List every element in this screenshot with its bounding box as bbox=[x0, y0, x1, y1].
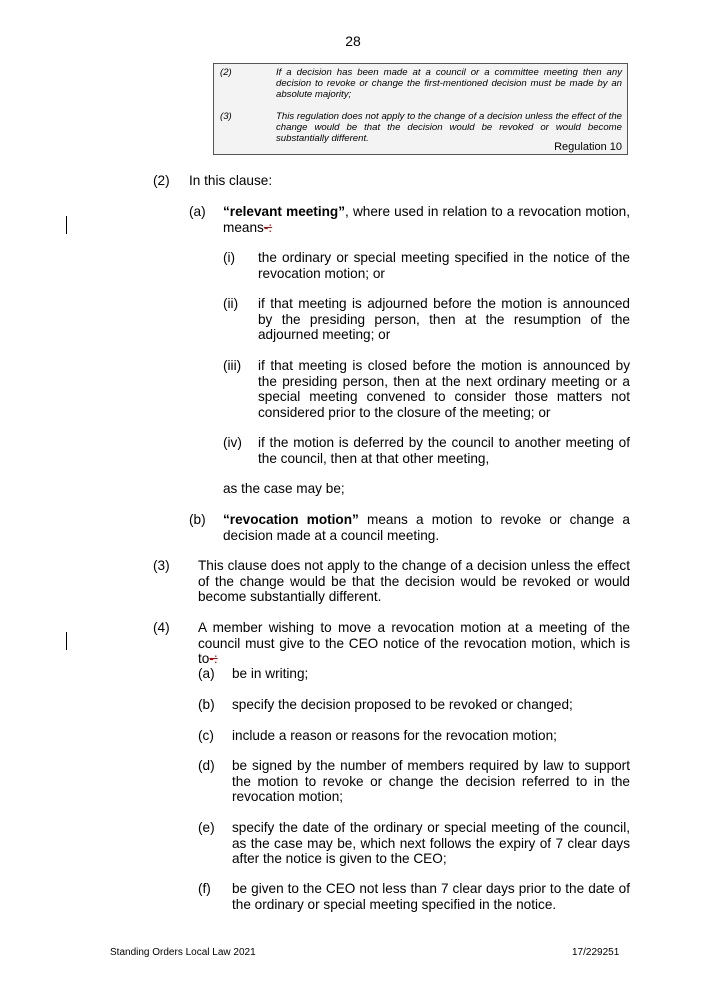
clause-2a-term: “relevant meeting” bbox=[223, 204, 346, 219]
clause-3-number: (3) bbox=[153, 558, 170, 573]
clause-2b-text bbox=[223, 512, 630, 543]
subitem-label: (iv) bbox=[223, 435, 242, 450]
clause-2a-body: , where used in relation to a revocation motion, means bbox=[223, 204, 630, 235]
list-item-label: (f) bbox=[198, 881, 211, 896]
list-item-label: (a) bbox=[198, 666, 215, 681]
subitem-text: if that meeting is adjourned before the motion is announced by the presiding person, then at the resumption of the adjourned meeting; or bbox=[258, 296, 630, 342]
list-item-label: (d) bbox=[198, 758, 215, 773]
clause-2b-label: (b) bbox=[189, 512, 206, 527]
list-item-text: be in writing; bbox=[232, 666, 309, 681]
clause-4-text bbox=[198, 620, 630, 667]
clause-2b-term: “revocation motion” bbox=[223, 512, 359, 527]
clause-2a-label: (a) bbox=[189, 204, 206, 219]
clause-2b-body: means a motion to revoke or change a decision made at a council meeting. bbox=[223, 512, 630, 543]
reg-item-3-text: This regulation does not apply to the change of a decision unless the effect of the change would be that the decision would be revoked or would become substantially different. bbox=[276, 111, 622, 144]
list-item-label: (c) bbox=[198, 728, 214, 743]
list-item-text: specify the decision proposed to be revoked or changed; bbox=[232, 697, 573, 712]
subitem-label: (iii) bbox=[223, 358, 242, 373]
subitem-text: the ordinary or special meeting specified in the notice of the revocation motion; or bbox=[258, 250, 630, 281]
list-item-text: specify the date of the ordinary or special meeting of the council, as the case may be, which next follows the expiry of 7 clear days after the notice is given to the CEO; bbox=[232, 820, 630, 866]
page-number: 28 bbox=[345, 33, 361, 49]
clause-3-text: This clause does not apply to the change of a decision unless the effect of the change would be that the decision would be revoked or would become substantially different. bbox=[198, 558, 630, 604]
change-bar bbox=[66, 216, 67, 234]
list-item-text: be given to the CEO not less than 7 clear days prior to the date of the ordinary or special meeting specified in the notice. bbox=[232, 881, 630, 912]
list-item-text: be signed by the number of members required by law to support the motion to revoke or change the decision referred to in the revocation motion; bbox=[232, 758, 630, 804]
clause-4-body: A member wishing to move a revocation motion at a meeting of the council must give to the CEO notice of the revocation motion, which is to bbox=[198, 620, 630, 666]
footer-document-title: Standing Orders Local Law 2021 bbox=[110, 947, 256, 958]
clause-2-number: (2) bbox=[153, 173, 170, 188]
clause-2-text: In this clause: bbox=[189, 173, 273, 188]
change-bar bbox=[66, 632, 67, 650]
subitem-text: if that meeting is closed before the motion is announced by the presiding person, then at the next ordinary meeting or a special meeting convened to consider those matters not considered prior to the closure of the meeting; or bbox=[258, 358, 630, 420]
clause-4-number: (4) bbox=[153, 620, 170, 635]
deleted-mark: -: bbox=[263, 219, 273, 235]
list-item-label: (b) bbox=[198, 697, 215, 712]
subitem-label: (i) bbox=[223, 250, 236, 265]
clause-2a-text bbox=[223, 204, 630, 235]
reg-item-2-text: If a decision has been made at a council or a committee meeting then any decision to revoke or change the first-mentioned decision must be made by an absolute majority; bbox=[276, 67, 622, 100]
footer-document-number: 17/229251 bbox=[572, 947, 620, 958]
list-item-text: include a reason or reasons for the revocation motion; bbox=[232, 728, 557, 743]
reg-item-3-number: (3) bbox=[220, 111, 232, 122]
regulation-reference: Regulation 10 bbox=[554, 141, 622, 153]
subitem-text: if the motion is deferred by the council to another meeting of the council, then at that other meeting, bbox=[258, 435, 630, 466]
list-item-label: (e) bbox=[198, 820, 215, 835]
deleted-mark: -: bbox=[209, 651, 218, 666]
reg-item-2-number: (2) bbox=[220, 67, 232, 78]
subitem-label: (ii) bbox=[223, 296, 239, 311]
clause-2a-trailer: as the case may be; bbox=[223, 481, 345, 496]
regulation-box bbox=[213, 63, 628, 155]
